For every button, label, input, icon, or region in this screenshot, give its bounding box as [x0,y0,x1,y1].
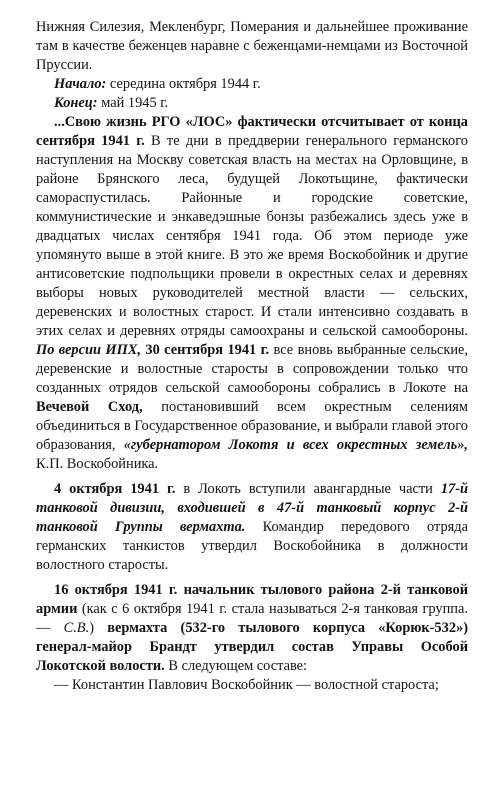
main-text-2: все вновь выбранные сельские, деревенские и волостные старосты в сопровождении только что созданных отрядов сельской самообороны собрались в Локоте на [36,342,469,396]
oct4-text-1: в Локоть вступили авангардные части [175,481,441,497]
paragraph-oct16 [36,581,468,676]
end-line [36,94,468,113]
oct16-brandt: вермахта (532-го тылового корпуса «Корюк-532») генерал-майор Брандт утвердил состав Управы Особой Локотской волости. [36,620,469,674]
oct16-text-1: (как с 6 октября 1941 г. стала называться 2-я танковая группа. — [36,601,468,636]
oct16-lead: 16 октября 1941 г. начальник тылового района 2-й танковой армии [36,582,468,617]
oct4-text-2: Командир передового отряда германских танкистов утвердил Воскобойника в должности волостного старосты. [36,519,468,573]
start-label: Начало: [54,76,107,92]
start-line [36,75,468,94]
main-date: 30 сентября 1941 г. [141,342,270,358]
book-page [36,18,468,695]
main-lead: ...Свою жизнь РГО «ЛОС» фактически отсчитывает от конца сентября 1941 г. [36,114,468,149]
paragraph-main [36,113,468,474]
main-text-4: К.П. Воскобойника. [36,456,159,472]
main-text-3: постановивший всем окрестным селениям объединиться в Государственное образование, и выбрали главой этого образования, [36,399,468,453]
paragraph-intro: Нижняя Силезия, Мекленбург, Померания и дальнейшее проживание там в качестве беженцев наравне с беженцами-немцами из Восточной Пруссии. [36,19,468,73]
main-text-1: В те дни в преддверии генерального германского наступления на Москву советская власть на местах на Орловщине, в районе Брянского леса, будущей Локотьщине, фактически самораспустилась. Районные и городские советские, коммунистические и энкаведэшные бонзы разбежались здесь уже в двадцатых числах сентября 1941 года. Об этом периоде уже упомянуто выше в этой книге. В это же время Воскобойник и другие антисоветские подпольщики провели в окрестных селах и деревнях выборы новых руководителей местной власти — сельских, деревенских и волостных старост. И стали интенсивно создавать в этих селах и деревнях отряды самоохраны и сельской самообороны. [36,133,468,339]
oct16-text-3: В следующем составе: [164,658,308,674]
end-label: Конец: [54,95,98,111]
oct16-initials: С.В. [63,620,90,636]
oct4-division: 17-й танковой дивизии, входившей в 47-й танковый корпус 2-й танковой Группы вермахта. [36,481,468,535]
paragraph-oct4 [36,480,468,575]
main-title: «губернатором Локотя и всех окрестных земель», [123,437,468,453]
oct4-date: 4 октября 1941 г. [54,481,176,497]
end-value: май 1945 г. [97,95,169,111]
oct16-text-2: ) [89,620,108,636]
start-value: середина октября 1944 г. [106,76,261,92]
main-version: По версии ИПХ, [36,342,141,358]
list-item: — Константин Павлович Воскобойник — волостной староста; [54,677,439,693]
main-assembly: Вечевой Сход, [36,399,143,415]
